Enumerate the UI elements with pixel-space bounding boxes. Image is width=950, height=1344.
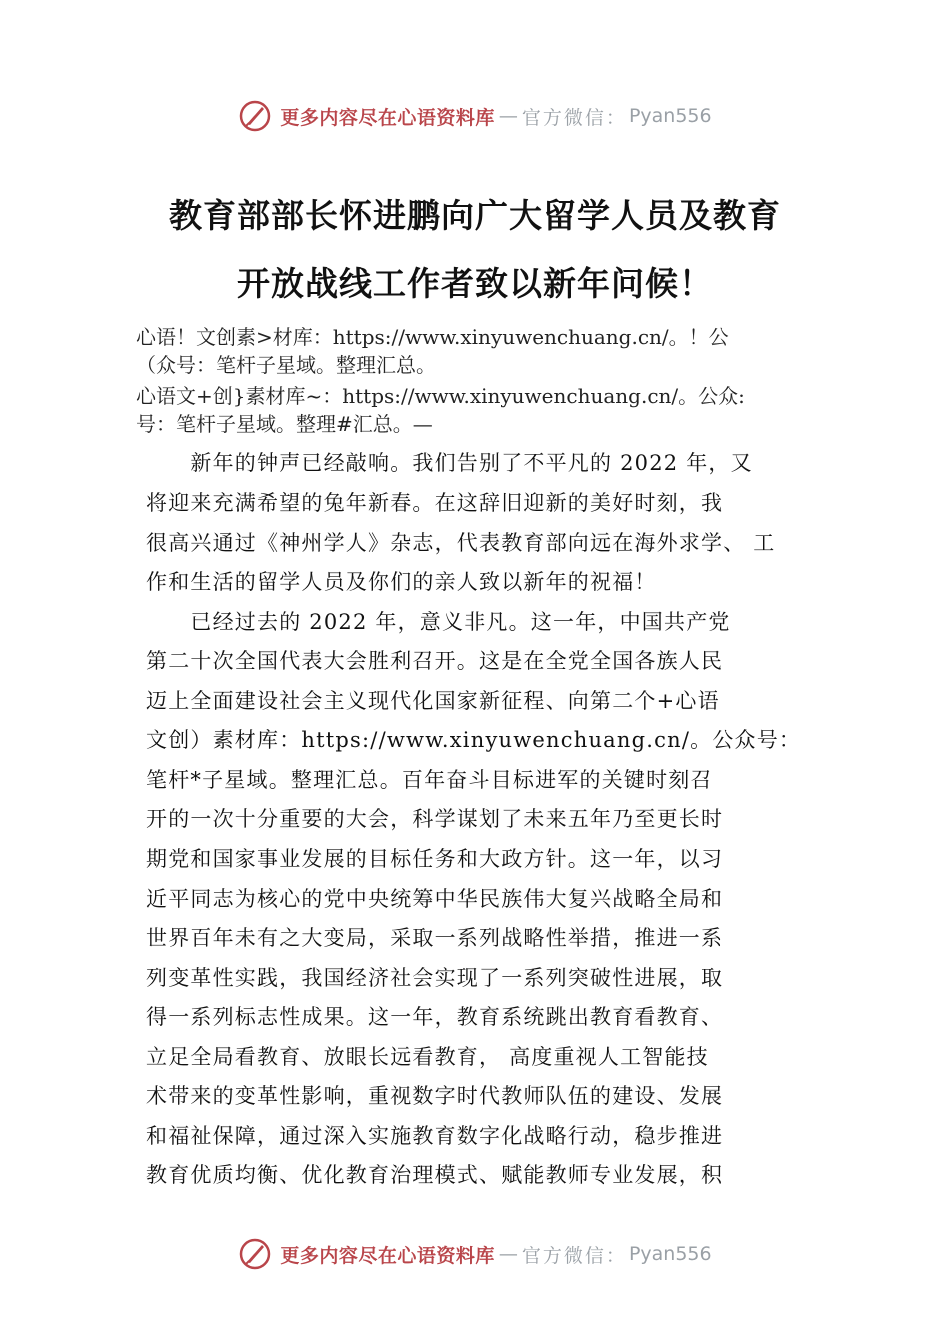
body-text-line: 第二十次全国代表大会胜利召开。这是在全党全国各族人民 xyxy=(146,649,724,673)
body-text-line: 开的一次十分重要的大会，科学谋划了未来五年乃至更长时 xyxy=(146,807,724,831)
quill-logo-icon xyxy=(238,1237,272,1271)
quill-logo-icon xyxy=(238,99,272,133)
body-text-line: 很高兴通过《神州学人》杂志，代表教育部向远在海外求学、 工 xyxy=(146,531,776,555)
body-text-line: 将迎来充满希望的兔年新春。在这辞旧迎新的美好时刻，我 xyxy=(146,491,724,515)
banner-dash: — xyxy=(498,105,518,127)
source-note-line: 号：笔杆子星域。整理#汇总。— xyxy=(136,412,433,436)
body-text-line: 术带来的变革性影响，重视数字时代教师队伍的建设、发展 xyxy=(146,1084,724,1108)
body-text-line: 近平同志为核心的党中央统筹中华民族伟大复兴战略全局和 xyxy=(146,887,724,911)
banner-dash: — xyxy=(498,1243,518,1265)
body-text-line: 迈上全面建设社会主义现代化国家新征程、向第二个+心语 xyxy=(146,689,720,713)
banner-wechat-label: 官方微信： xyxy=(521,1244,627,1267)
source-note-line: 心语文+创}素材库~：https://www.xinyuwenchuang.cn/。公众: xyxy=(136,384,745,408)
footer-banner xyxy=(0,1234,950,1274)
banner-wechat-id: Pyan556 xyxy=(628,105,712,127)
body-text-line: 已经过去的 2022 年，意义非凡。这一年，中国共产党 xyxy=(146,610,731,634)
header-banner xyxy=(0,96,950,136)
source-note-line: 心语！文创素>材库：https://www.xinyuwenchuang.cn/。！公 xyxy=(136,325,729,349)
banner-wechat-id: Pyan556 xyxy=(628,1243,712,1265)
body-text-line: 期党和国家事业发展的目标任务和大政方针。这一年，以习 xyxy=(146,847,724,871)
body-text-line: 立足全局看教育、放眼长远看教育， 高度重视人工智能技 xyxy=(146,1045,709,1069)
body-text-line: 世界百年未有之大变局，采取一系列战略性举措，推进一系 xyxy=(146,926,724,950)
banner-brand: 更多内容尽在心语资料库 xyxy=(280,106,495,129)
body-text-line: 新年的钟声已经敲响。我们告别了不平凡的 2022 年，又 xyxy=(146,451,753,475)
body-text-line: 笔杆*子星域。整理汇总。百年奋斗目标进军的关键时刻召 xyxy=(146,768,713,792)
body-text-line: 作和生活的留学人员及你们的亲人致以新年的祝福！ xyxy=(146,570,657,594)
body-text-line: 教育优质均衡、优化教育治理模式、赋能教师专业发展，积 xyxy=(146,1163,724,1187)
body-text-line: 文创）素材库：https://www.xinyuwenchuang.cn/。公众号： xyxy=(146,728,802,752)
document-title-line-2: 开放战线工作者致以新年问候！ xyxy=(237,264,713,303)
body-text-line: 得一系列标志性成果。这一年，教育系统跳出教育看教育、 xyxy=(146,1005,724,1029)
source-note-line: （众号：笔杆子星域。整理汇总。 xyxy=(136,353,436,377)
document-title-line-1: 教育部部长怀进鹏向广大留学人员及教育 xyxy=(169,196,781,235)
banner-wechat-label: 官方微信： xyxy=(521,106,627,129)
body-text-line: 列变革性实践，我国经济社会实现了一系列突破性进展，取 xyxy=(146,966,724,990)
body-text-line: 和福祉保障，通过深入实施教育数字化战略行动，稳步推进 xyxy=(146,1124,724,1148)
banner-brand: 更多内容尽在心语资料库 xyxy=(280,1244,495,1267)
